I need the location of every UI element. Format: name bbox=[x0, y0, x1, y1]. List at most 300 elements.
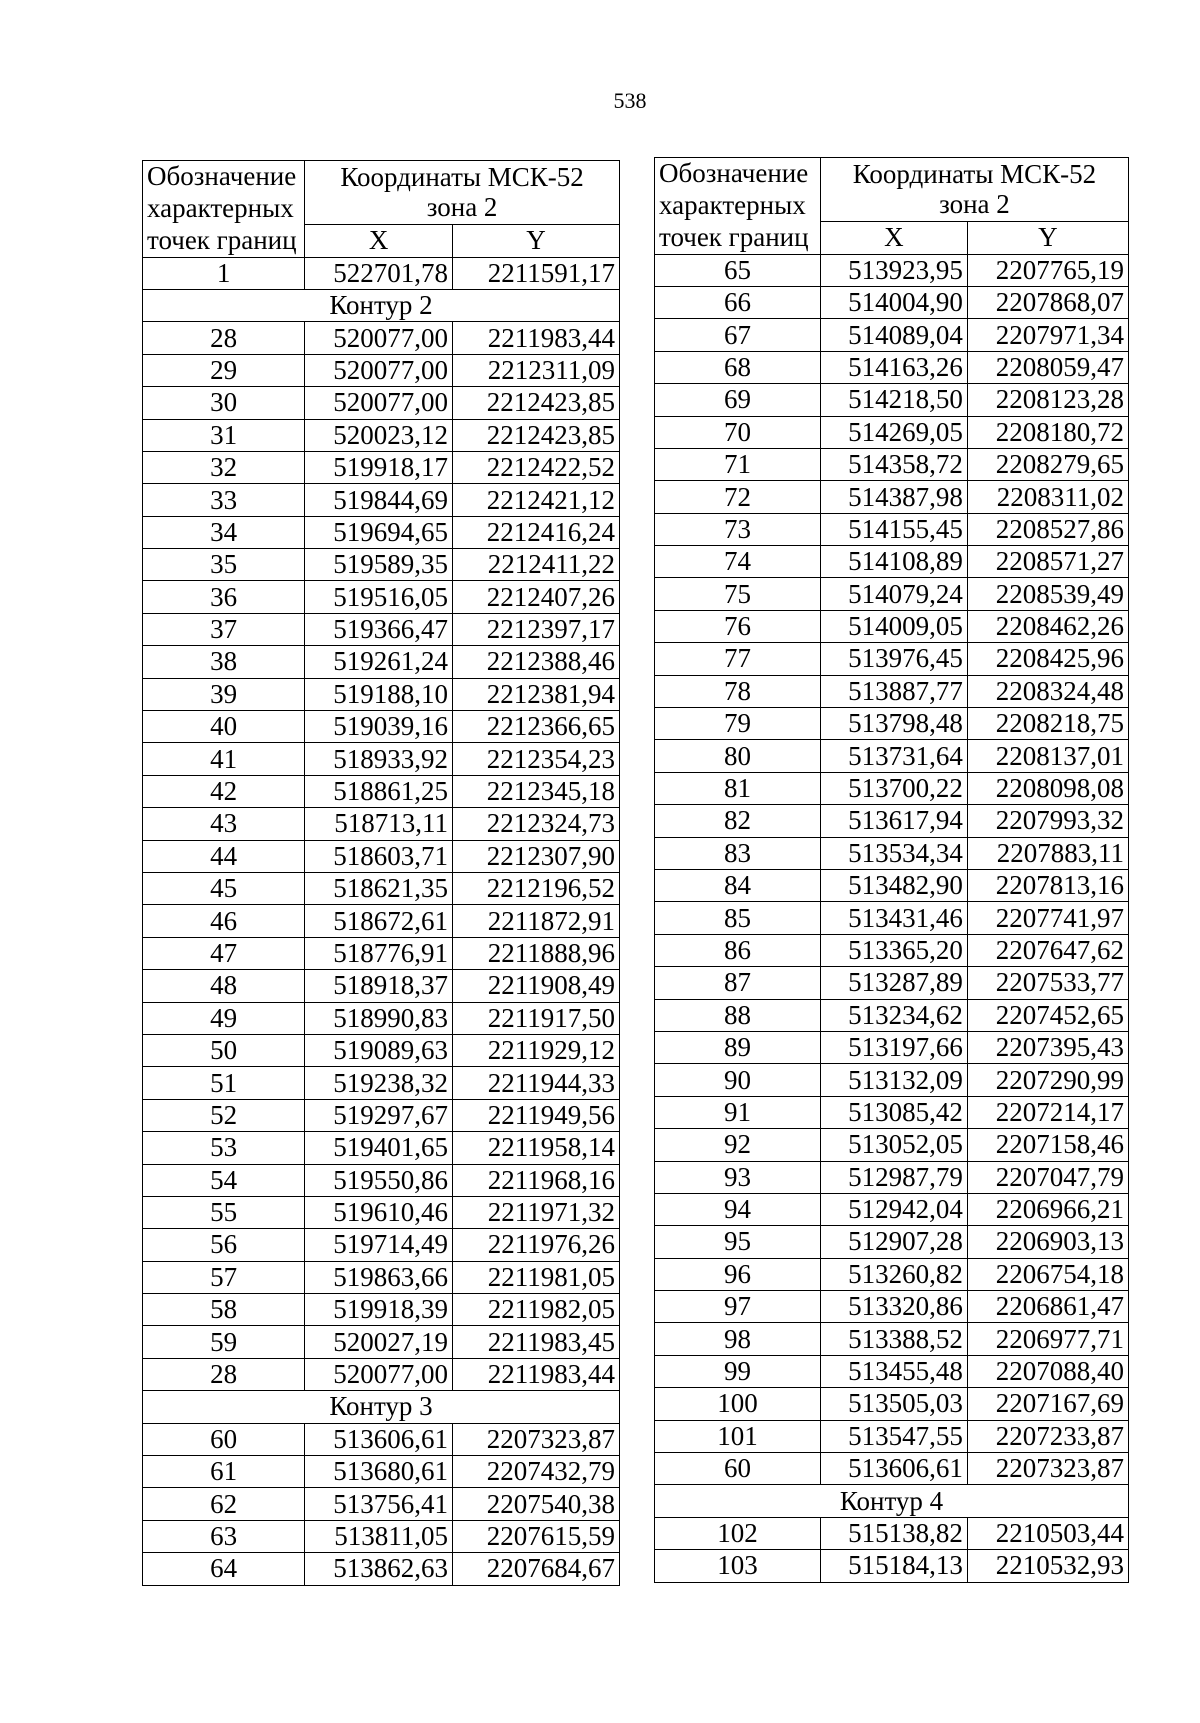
x-coordinate-cell: 513680,61 bbox=[305, 1456, 453, 1488]
y-coordinate-cell: 2210532,93 bbox=[967, 1550, 1128, 1582]
y-coordinate-cell: 2207395,43 bbox=[967, 1031, 1128, 1063]
x-coordinate-cell: 512942,04 bbox=[820, 1193, 967, 1225]
x-coordinate-cell: 518776,91 bbox=[305, 937, 453, 969]
y-coordinate-cell: 2207971,34 bbox=[967, 319, 1128, 351]
x-coordinate-cell: 513756,41 bbox=[305, 1488, 453, 1520]
x-coordinate-cell: 519918,17 bbox=[305, 451, 453, 483]
y-coordinate-cell: 2207432,79 bbox=[453, 1456, 620, 1488]
point-number-cell: 80 bbox=[655, 740, 821, 772]
table-row bbox=[143, 873, 620, 905]
table-row bbox=[655, 1550, 1129, 1582]
x-coordinate-cell: 514218,50 bbox=[820, 384, 967, 416]
table-row bbox=[655, 416, 1129, 448]
table-row bbox=[143, 1002, 620, 1034]
contour-row bbox=[655, 1485, 1129, 1517]
point-number-cell: 54 bbox=[143, 1164, 305, 1196]
y-coordinate-cell: 2207233,87 bbox=[967, 1420, 1128, 1452]
point-number-cell: 82 bbox=[655, 805, 821, 837]
x-coordinate-cell: 513197,66 bbox=[820, 1031, 967, 1063]
point-number-cell: 95 bbox=[655, 1226, 821, 1258]
point-number-cell: 97 bbox=[655, 1291, 821, 1323]
point-number-cell: 98 bbox=[655, 1323, 821, 1355]
y-coordinate-cell: 2211971,32 bbox=[453, 1196, 620, 1228]
point-number-cell: 45 bbox=[143, 873, 305, 905]
x-coordinate-cell: 513287,89 bbox=[820, 967, 967, 999]
y-coordinate-cell: 2207452,65 bbox=[967, 999, 1128, 1031]
page-number: 538 bbox=[613, 88, 647, 113]
point-number-cell: 49 bbox=[143, 1002, 305, 1034]
point-number-cell: 44 bbox=[143, 840, 305, 872]
table-row bbox=[655, 1161, 1129, 1193]
contour-row bbox=[143, 289, 620, 321]
x-coordinate-cell: 514387,98 bbox=[820, 481, 967, 513]
table-row bbox=[143, 1456, 620, 1488]
x-coordinate-cell: 512907,28 bbox=[820, 1226, 967, 1258]
x-coordinate-cell: 513811,05 bbox=[305, 1520, 453, 1552]
point-number-cell: 99 bbox=[655, 1355, 821, 1387]
x-coordinate-cell: 519610,46 bbox=[305, 1196, 453, 1228]
x-coordinate-cell: 518933,92 bbox=[305, 743, 453, 775]
point-number-cell: 57 bbox=[143, 1261, 305, 1293]
y-coordinate-cell: 2208571,27 bbox=[967, 546, 1128, 578]
x-coordinate-cell: 513798,48 bbox=[820, 708, 967, 740]
table-row bbox=[143, 613, 620, 645]
point-number-cell: 47 bbox=[143, 937, 305, 969]
y-coordinate-cell: 2212407,26 bbox=[453, 581, 620, 613]
y-coordinate-cell: 2212423,85 bbox=[453, 387, 620, 419]
x-coordinate-cell: 518621,35 bbox=[305, 873, 453, 905]
table-row bbox=[143, 451, 620, 483]
coordinates-header: Координаты МСК-52 зона 2 bbox=[305, 161, 620, 225]
x-coordinate-cell: 522701,78 bbox=[305, 257, 453, 289]
table-row bbox=[143, 257, 620, 289]
table-row bbox=[655, 578, 1129, 610]
y-coordinate-cell: 2212366,65 bbox=[453, 711, 620, 743]
x-coordinate-cell: 513923,95 bbox=[820, 254, 967, 286]
x-coordinate-cell: 520023,12 bbox=[305, 419, 453, 451]
point-designation-header: Обозначение характерных точек границ bbox=[143, 161, 305, 258]
x-coordinate-cell: 519039,16 bbox=[305, 711, 453, 743]
table-row bbox=[655, 967, 1129, 999]
y-coordinate-cell: 2208180,72 bbox=[967, 416, 1128, 448]
point-number-cell: 76 bbox=[655, 610, 821, 642]
y-coordinate-cell: 2211591,17 bbox=[453, 257, 620, 289]
table-body bbox=[143, 257, 620, 1585]
x-coordinate-cell: 513700,22 bbox=[820, 772, 967, 804]
y-coordinate-cell: 2208425,96 bbox=[967, 643, 1128, 675]
point-number-cell: 86 bbox=[655, 934, 821, 966]
y-coordinate-cell: 2207993,32 bbox=[967, 805, 1128, 837]
y-coordinate-cell: 2212416,24 bbox=[453, 516, 620, 548]
table-row bbox=[655, 1226, 1129, 1258]
table-row bbox=[143, 646, 620, 678]
y-coordinate-cell: 2208279,65 bbox=[967, 448, 1128, 480]
x-coordinate-cell: 513085,42 bbox=[820, 1096, 967, 1128]
table-row bbox=[655, 1323, 1129, 1355]
point-number-cell: 67 bbox=[655, 319, 821, 351]
point-number-cell: 69 bbox=[655, 384, 821, 416]
point-number-cell: 34 bbox=[143, 516, 305, 548]
table-row bbox=[655, 1388, 1129, 1420]
y-coordinate-cell: 2207615,59 bbox=[453, 1520, 620, 1552]
y-coordinate-cell: 2211872,91 bbox=[453, 905, 620, 937]
point-number-cell: 28 bbox=[143, 322, 305, 354]
point-number-cell: 31 bbox=[143, 419, 305, 451]
x-coordinate-cell: 515138,82 bbox=[820, 1517, 967, 1549]
y-coordinate-cell: 2207883,11 bbox=[967, 837, 1128, 869]
x-coordinate-cell: 513606,61 bbox=[305, 1423, 453, 1455]
y-coordinate-cell: 2210503,44 bbox=[967, 1517, 1128, 1549]
point-number-cell: 29 bbox=[143, 354, 305, 386]
x-coordinate-cell: 513976,45 bbox=[820, 643, 967, 675]
point-number-cell: 43 bbox=[143, 808, 305, 840]
point-number-cell: 93 bbox=[655, 1161, 821, 1193]
x-coordinate-cell: 513482,90 bbox=[820, 870, 967, 902]
y-coordinate-cell: 2211958,14 bbox=[453, 1132, 620, 1164]
x-column-header: X bbox=[305, 224, 453, 257]
point-number-cell: 48 bbox=[143, 970, 305, 1002]
y-coordinate-cell: 2207088,40 bbox=[967, 1355, 1128, 1387]
point-number-cell: 77 bbox=[655, 643, 821, 675]
point-number-cell: 79 bbox=[655, 708, 821, 740]
x-coordinate-cell: 514108,89 bbox=[820, 546, 967, 578]
y-coordinate-cell: 2207540,38 bbox=[453, 1488, 620, 1520]
y-coordinate-cell: 2211949,56 bbox=[453, 1099, 620, 1131]
point-number-cell: 38 bbox=[143, 646, 305, 678]
point-number-cell: 39 bbox=[143, 678, 305, 710]
point-number-cell: 63 bbox=[143, 1520, 305, 1552]
y-coordinate-cell: 2206977,71 bbox=[967, 1323, 1128, 1355]
x-coordinate-cell: 519089,63 bbox=[305, 1034, 453, 1066]
table-row bbox=[655, 1258, 1129, 1290]
contour-label: Контур 2 bbox=[143, 289, 620, 321]
table-row bbox=[655, 999, 1129, 1031]
coordinates-header: Координаты МСК-52 зона 2 bbox=[820, 158, 1128, 222]
table-row bbox=[655, 610, 1129, 642]
table-row bbox=[655, 1291, 1129, 1323]
table-row bbox=[655, 1096, 1129, 1128]
y-coordinate-cell: 2207214,17 bbox=[967, 1096, 1128, 1128]
point-number-cell: 35 bbox=[143, 549, 305, 581]
table-row bbox=[655, 1453, 1129, 1485]
x-coordinate-cell: 519366,47 bbox=[305, 613, 453, 645]
x-column-header: X bbox=[820, 221, 967, 254]
x-coordinate-cell: 519516,05 bbox=[305, 581, 453, 613]
table-row bbox=[655, 1031, 1129, 1063]
table-row bbox=[143, 484, 620, 516]
x-coordinate-cell: 512987,79 bbox=[820, 1161, 967, 1193]
table-row bbox=[655, 319, 1129, 351]
contour-label: Контур 4 bbox=[655, 1485, 1129, 1517]
x-coordinate-cell: 518861,25 bbox=[305, 775, 453, 807]
table-row bbox=[143, 1553, 620, 1585]
y-coordinate-cell: 2208059,47 bbox=[967, 351, 1128, 383]
x-coordinate-cell: 518713,11 bbox=[305, 808, 453, 840]
table-row bbox=[143, 775, 620, 807]
y-coordinate-cell: 2211982,05 bbox=[453, 1294, 620, 1326]
table-row bbox=[143, 711, 620, 743]
table-row bbox=[655, 643, 1129, 675]
table-row bbox=[655, 448, 1129, 480]
x-coordinate-cell: 514155,45 bbox=[820, 513, 967, 545]
y-coordinate-cell: 2207647,62 bbox=[967, 934, 1128, 966]
x-coordinate-cell: 514079,24 bbox=[820, 578, 967, 610]
x-coordinate-cell: 513505,03 bbox=[820, 1388, 967, 1420]
table-row bbox=[655, 1355, 1129, 1387]
y-coordinate-cell: 2207765,19 bbox=[967, 254, 1128, 286]
x-coordinate-cell: 519261,24 bbox=[305, 646, 453, 678]
x-coordinate-cell: 513132,09 bbox=[820, 1064, 967, 1096]
y-coordinate-cell: 2212354,23 bbox=[453, 743, 620, 775]
table-row bbox=[655, 481, 1129, 513]
y-coordinate-cell: 2206754,18 bbox=[967, 1258, 1128, 1290]
y-coordinate-cell: 2208462,26 bbox=[967, 610, 1128, 642]
table-row bbox=[143, 1488, 620, 1520]
point-number-cell: 100 bbox=[655, 1388, 821, 1420]
y-coordinate-cell: 2211983,45 bbox=[453, 1326, 620, 1358]
y-coordinate-cell: 2206903,13 bbox=[967, 1226, 1128, 1258]
x-coordinate-cell: 513534,34 bbox=[820, 837, 967, 869]
x-coordinate-cell: 514089,04 bbox=[820, 319, 967, 351]
point-number-cell: 36 bbox=[143, 581, 305, 613]
y-coordinate-cell: 2207684,67 bbox=[453, 1553, 620, 1585]
point-designation-header: Обозначение характерных точек границ bbox=[655, 158, 821, 255]
point-number-cell: 51 bbox=[143, 1067, 305, 1099]
table-row bbox=[143, 937, 620, 969]
y-coordinate-cell: 2211908,49 bbox=[453, 970, 620, 1002]
y-coordinate-cell: 2208324,48 bbox=[967, 675, 1128, 707]
point-number-cell: 65 bbox=[655, 254, 821, 286]
point-number-cell: 70 bbox=[655, 416, 821, 448]
point-number-cell: 30 bbox=[143, 387, 305, 419]
table-row bbox=[143, 354, 620, 386]
point-number-cell: 55 bbox=[143, 1196, 305, 1228]
y-coordinate-cell: 2211929,12 bbox=[453, 1034, 620, 1066]
x-coordinate-cell: 513606,61 bbox=[820, 1453, 967, 1485]
table-row bbox=[143, 1132, 620, 1164]
table-row bbox=[655, 805, 1129, 837]
x-coordinate-cell: 514269,05 bbox=[820, 416, 967, 448]
table-row bbox=[655, 1064, 1129, 1096]
point-number-cell: 1 bbox=[143, 257, 305, 289]
point-number-cell: 75 bbox=[655, 578, 821, 610]
table-row bbox=[655, 934, 1129, 966]
table-row bbox=[143, 1326, 620, 1358]
table-row bbox=[655, 837, 1129, 869]
table-row bbox=[655, 708, 1129, 740]
table-row bbox=[655, 740, 1129, 772]
y-coordinate-cell: 2211976,26 bbox=[453, 1229, 620, 1261]
point-number-cell: 103 bbox=[655, 1550, 821, 1582]
point-number-cell: 46 bbox=[143, 905, 305, 937]
x-coordinate-cell: 519238,32 bbox=[305, 1067, 453, 1099]
y-coordinate-cell: 2212388,46 bbox=[453, 646, 620, 678]
x-coordinate-cell: 519550,86 bbox=[305, 1164, 453, 1196]
x-coordinate-cell: 515184,13 bbox=[820, 1550, 967, 1582]
y-coordinate-cell: 2208539,49 bbox=[967, 578, 1128, 610]
y-coordinate-cell: 2212423,85 bbox=[453, 419, 620, 451]
point-number-cell: 61 bbox=[143, 1456, 305, 1488]
point-number-cell: 50 bbox=[143, 1034, 305, 1066]
point-number-cell: 60 bbox=[143, 1423, 305, 1455]
point-number-cell: 94 bbox=[655, 1193, 821, 1225]
y-coordinate-cell: 2212397,17 bbox=[453, 613, 620, 645]
y-coordinate-cell: 2208098,08 bbox=[967, 772, 1128, 804]
table-row bbox=[143, 840, 620, 872]
x-coordinate-cell: 513320,86 bbox=[820, 1291, 967, 1323]
y-coordinate-cell: 2206966,21 bbox=[967, 1193, 1128, 1225]
y-coordinate-cell: 2207323,87 bbox=[453, 1423, 620, 1455]
contour-label: Контур 3 bbox=[143, 1391, 620, 1423]
x-coordinate-cell: 514004,90 bbox=[820, 286, 967, 318]
table-row bbox=[143, 1034, 620, 1066]
y-coordinate-cell: 2207158,46 bbox=[967, 1129, 1128, 1161]
table-row bbox=[143, 1196, 620, 1228]
table-row bbox=[655, 1420, 1129, 1452]
y-coordinate-cell: 2207533,77 bbox=[967, 967, 1128, 999]
table-row bbox=[143, 1067, 620, 1099]
point-number-cell: 101 bbox=[655, 1420, 821, 1452]
x-coordinate-cell: 513052,05 bbox=[820, 1129, 967, 1161]
x-coordinate-cell: 513547,55 bbox=[820, 1420, 967, 1452]
y-coordinate-cell: 2211888,96 bbox=[453, 937, 620, 969]
point-number-cell: 78 bbox=[655, 675, 821, 707]
y-coordinate-cell: 2211917,50 bbox=[453, 1002, 620, 1034]
table-row bbox=[655, 513, 1129, 545]
table-row bbox=[143, 419, 620, 451]
contour-row bbox=[143, 1391, 620, 1423]
point-number-cell: 81 bbox=[655, 772, 821, 804]
point-number-cell: 74 bbox=[655, 546, 821, 578]
point-number-cell: 41 bbox=[143, 743, 305, 775]
point-number-cell: 85 bbox=[655, 902, 821, 934]
point-number-cell: 87 bbox=[655, 967, 821, 999]
y-coordinate-cell: 2208218,75 bbox=[967, 708, 1128, 740]
x-coordinate-cell: 520077,00 bbox=[305, 322, 453, 354]
table-row bbox=[143, 1261, 620, 1293]
x-coordinate-cell: 518672,61 bbox=[305, 905, 453, 937]
x-coordinate-cell: 519188,10 bbox=[305, 678, 453, 710]
table-row bbox=[143, 678, 620, 710]
point-number-cell: 32 bbox=[143, 451, 305, 483]
point-number-cell: 52 bbox=[143, 1099, 305, 1131]
point-number-cell: 59 bbox=[143, 1326, 305, 1358]
x-coordinate-cell: 520077,00 bbox=[305, 1358, 453, 1390]
y-column-header: Y bbox=[453, 224, 620, 257]
table-row bbox=[143, 1520, 620, 1552]
y-coordinate-cell: 2212196,52 bbox=[453, 873, 620, 905]
x-coordinate-cell: 514358,72 bbox=[820, 448, 967, 480]
y-coordinate-cell: 2212411,22 bbox=[453, 549, 620, 581]
x-coordinate-cell: 513887,77 bbox=[820, 675, 967, 707]
x-coordinate-cell: 513234,62 bbox=[820, 999, 967, 1031]
y-coordinate-cell: 2207741,97 bbox=[967, 902, 1128, 934]
x-coordinate-cell: 519863,66 bbox=[305, 1261, 453, 1293]
y-coordinate-cell: 2207167,69 bbox=[967, 1388, 1128, 1420]
point-number-cell: 68 bbox=[655, 351, 821, 383]
point-number-cell: 56 bbox=[143, 1229, 305, 1261]
point-number-cell: 71 bbox=[655, 448, 821, 480]
y-coordinate-cell: 2208527,86 bbox=[967, 513, 1128, 545]
point-number-cell: 90 bbox=[655, 1064, 821, 1096]
x-coordinate-cell: 519297,67 bbox=[305, 1099, 453, 1131]
point-number-cell: 84 bbox=[655, 870, 821, 902]
point-number-cell: 92 bbox=[655, 1129, 821, 1161]
x-coordinate-cell: 513431,46 bbox=[820, 902, 967, 934]
x-coordinate-cell: 519844,69 bbox=[305, 484, 453, 516]
point-number-cell: 91 bbox=[655, 1096, 821, 1128]
x-coordinate-cell: 520027,19 bbox=[305, 1326, 453, 1358]
x-coordinate-cell: 519918,39 bbox=[305, 1294, 453, 1326]
y-coordinate-cell: 2208137,01 bbox=[967, 740, 1128, 772]
table-row bbox=[655, 1517, 1129, 1549]
table-row bbox=[143, 808, 620, 840]
x-coordinate-cell: 518918,37 bbox=[305, 970, 453, 1002]
point-number-cell: 88 bbox=[655, 999, 821, 1031]
table-row bbox=[143, 1099, 620, 1131]
y-coordinate-cell: 2212307,90 bbox=[453, 840, 620, 872]
point-number-cell: 62 bbox=[143, 1488, 305, 1520]
point-number-cell: 73 bbox=[655, 513, 821, 545]
point-number-cell: 66 bbox=[655, 286, 821, 318]
point-number-cell: 53 bbox=[143, 1132, 305, 1164]
x-coordinate-cell: 513455,48 bbox=[820, 1355, 967, 1387]
table-row bbox=[143, 516, 620, 548]
y-coordinate-cell: 2212421,12 bbox=[453, 484, 620, 516]
x-coordinate-cell: 520077,00 bbox=[305, 354, 453, 386]
table-row bbox=[655, 286, 1129, 318]
y-coordinate-cell: 2212345,18 bbox=[453, 775, 620, 807]
y-coordinate-cell: 2211968,16 bbox=[453, 1164, 620, 1196]
point-number-cell: 58 bbox=[143, 1294, 305, 1326]
y-coordinate-cell: 2207047,79 bbox=[967, 1161, 1128, 1193]
y-coordinate-cell: 2211983,44 bbox=[453, 1358, 620, 1390]
y-coordinate-cell: 2212311,09 bbox=[453, 354, 620, 386]
y-column-header: Y bbox=[967, 221, 1128, 254]
x-coordinate-cell: 513617,94 bbox=[820, 805, 967, 837]
table-row bbox=[655, 902, 1129, 934]
table-row bbox=[655, 1129, 1129, 1161]
y-coordinate-cell: 2206861,47 bbox=[967, 1291, 1128, 1323]
table-row bbox=[655, 546, 1129, 578]
table-row bbox=[143, 905, 620, 937]
x-coordinate-cell: 514163,26 bbox=[820, 351, 967, 383]
y-coordinate-cell: 2208311,02 bbox=[967, 481, 1128, 513]
point-number-cell: 72 bbox=[655, 481, 821, 513]
x-coordinate-cell: 513388,52 bbox=[820, 1323, 967, 1355]
y-coordinate-cell: 2211981,05 bbox=[453, 1261, 620, 1293]
table-row bbox=[143, 1229, 620, 1261]
y-coordinate-cell: 2211944,33 bbox=[453, 1067, 620, 1099]
table-row bbox=[143, 1164, 620, 1196]
x-coordinate-cell: 513862,63 bbox=[305, 1553, 453, 1585]
x-coordinate-cell: 519401,65 bbox=[305, 1132, 453, 1164]
x-coordinate-cell: 513731,64 bbox=[820, 740, 967, 772]
coordinates-table-right bbox=[654, 157, 1129, 1583]
point-number-cell: 28 bbox=[143, 1358, 305, 1390]
point-number-cell: 40 bbox=[143, 711, 305, 743]
x-coordinate-cell: 514009,05 bbox=[820, 610, 967, 642]
table-row bbox=[143, 322, 620, 354]
table-row bbox=[143, 387, 620, 419]
x-coordinate-cell: 519694,65 bbox=[305, 516, 453, 548]
y-coordinate-cell: 2211983,44 bbox=[453, 322, 620, 354]
table-row bbox=[655, 351, 1129, 383]
x-coordinate-cell: 519714,49 bbox=[305, 1229, 453, 1261]
point-number-cell: 96 bbox=[655, 1258, 821, 1290]
table-row bbox=[143, 581, 620, 613]
point-number-cell: 60 bbox=[655, 1453, 821, 1485]
